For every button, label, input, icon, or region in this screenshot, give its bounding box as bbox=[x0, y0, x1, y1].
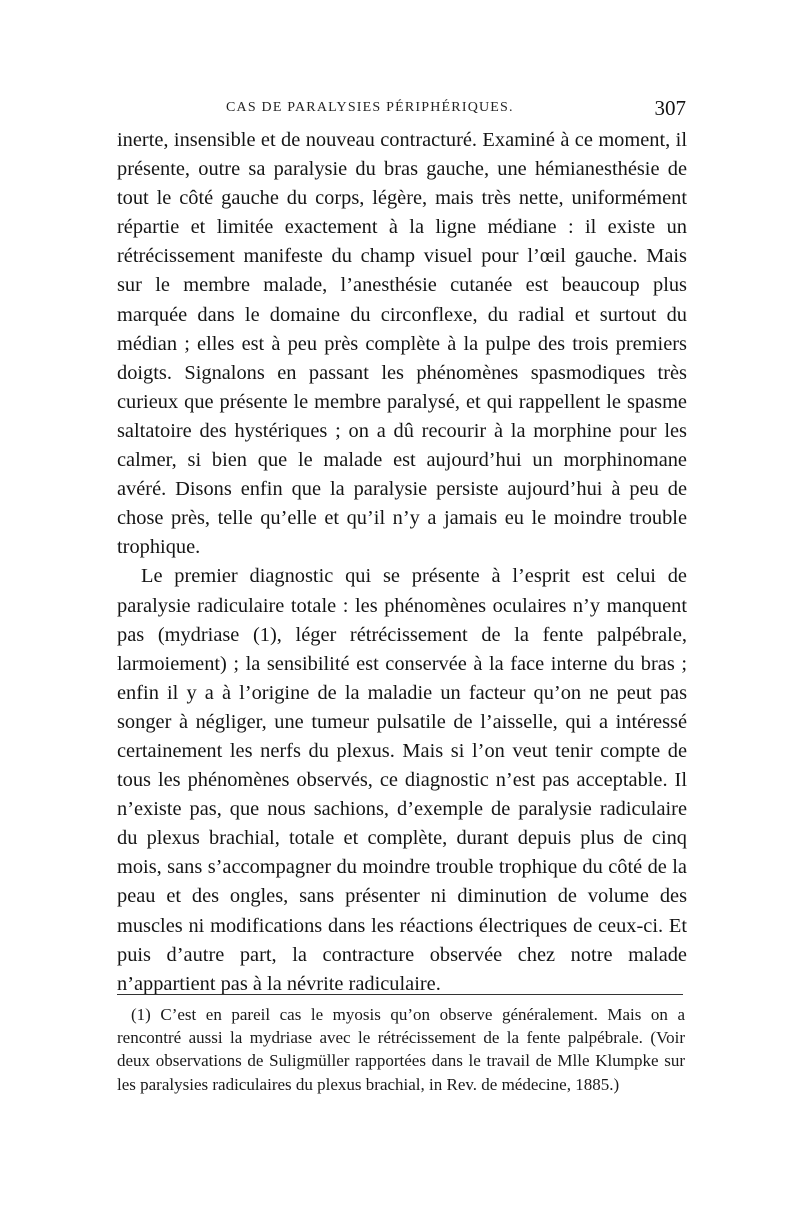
page-number: 307 bbox=[654, 96, 686, 120]
footnote bbox=[117, 1003, 685, 1096]
paragraph-continued: inerte, insensible et de nouveau contracturé. Examiné à ce moment, il présente, outre sa paralysie du bras gauche, une hémianesthésie de tout le côté gauche du corps, légère, mais très nette, uniformément répartie et limitée exactement à la ligne médiane : il existe un rétrécissement manifeste du champ visuel pour l’œil gauche. Mais sur le membre malade, l’anesthésie cutanée est beaucoup plus marquée dans le domaine du circonflexe, du radial et surtout du médian ; elles est à peu près complète à la pulpe des trois premiers doigts. Signalons en passant les phénomènes spasmodiques très curieux que présente le membre paralysé, et qui rappellent le spasme saltatoire des hystériques ; on a dû recourir à la morphine pour les calmer, si bien que le malade est aujourd’hui un morphinomane avéré. Disons enfin que la paralysie persiste aujourd’hui à peu de chose près, telle qu’elle et qu’il n’y a jamais eu le moindre trouble trophique. bbox=[117, 129, 687, 559]
body-text bbox=[117, 126, 687, 999]
footnote-divider bbox=[117, 994, 683, 995]
running-title: CAS DE PARALYSIES PÉRIPHÉRIQUES. bbox=[226, 100, 514, 115]
footnote-text: (1) C’est en pareil cas le myosis qu’on observe généralement. Mais on a rencontré aussi la mydriase avec le rétrécissement de la fente palpébrale. (Voir deux observations de Suligmüller rapportées dans le travail de Mlle Klumpke sur les paralysies radiculaires du plexus brachial, in Rev. de médecine, 1885.) bbox=[117, 1005, 685, 1094]
paragraph-diagnostic: Le premier diagnostic qui se présente à l’esprit est celui de paralysie radiculaire totale : les phénomènes oculaires n’y manquent pas (mydriase (1), léger rétrécissement de la fente palpébrale, larmoiement) ; la sensibilité est conservée à la face interne du bras ; enfin il y a à l’origine de la maladie un facteur qu’on ne peut pas songer à négliger, une tumeur pulsatile de l’aisselle, qui a intéressé certainement les nerfs du plexus. Mais si l’on veut tenir compte de tous les phénomènes observés, ce diagnostic n’est pas acceptable. Il n’existe pas, que nous sachions, d’exemple de paralysie radiculaire du plexus brachial, totale et complète, durant depuis plus de cinq mois, sans s’accompagner du moindre trouble trophique du côté de la peau et des ongles, sans présenter ni diminution de volume des muscles ni modifications dans les réactions électriques de ceux-ci. Et puis d’autre part, la contracture observée chez notre malade n’appartient pas à la névrite radiculaire. bbox=[117, 565, 687, 995]
running-head bbox=[118, 98, 686, 122]
